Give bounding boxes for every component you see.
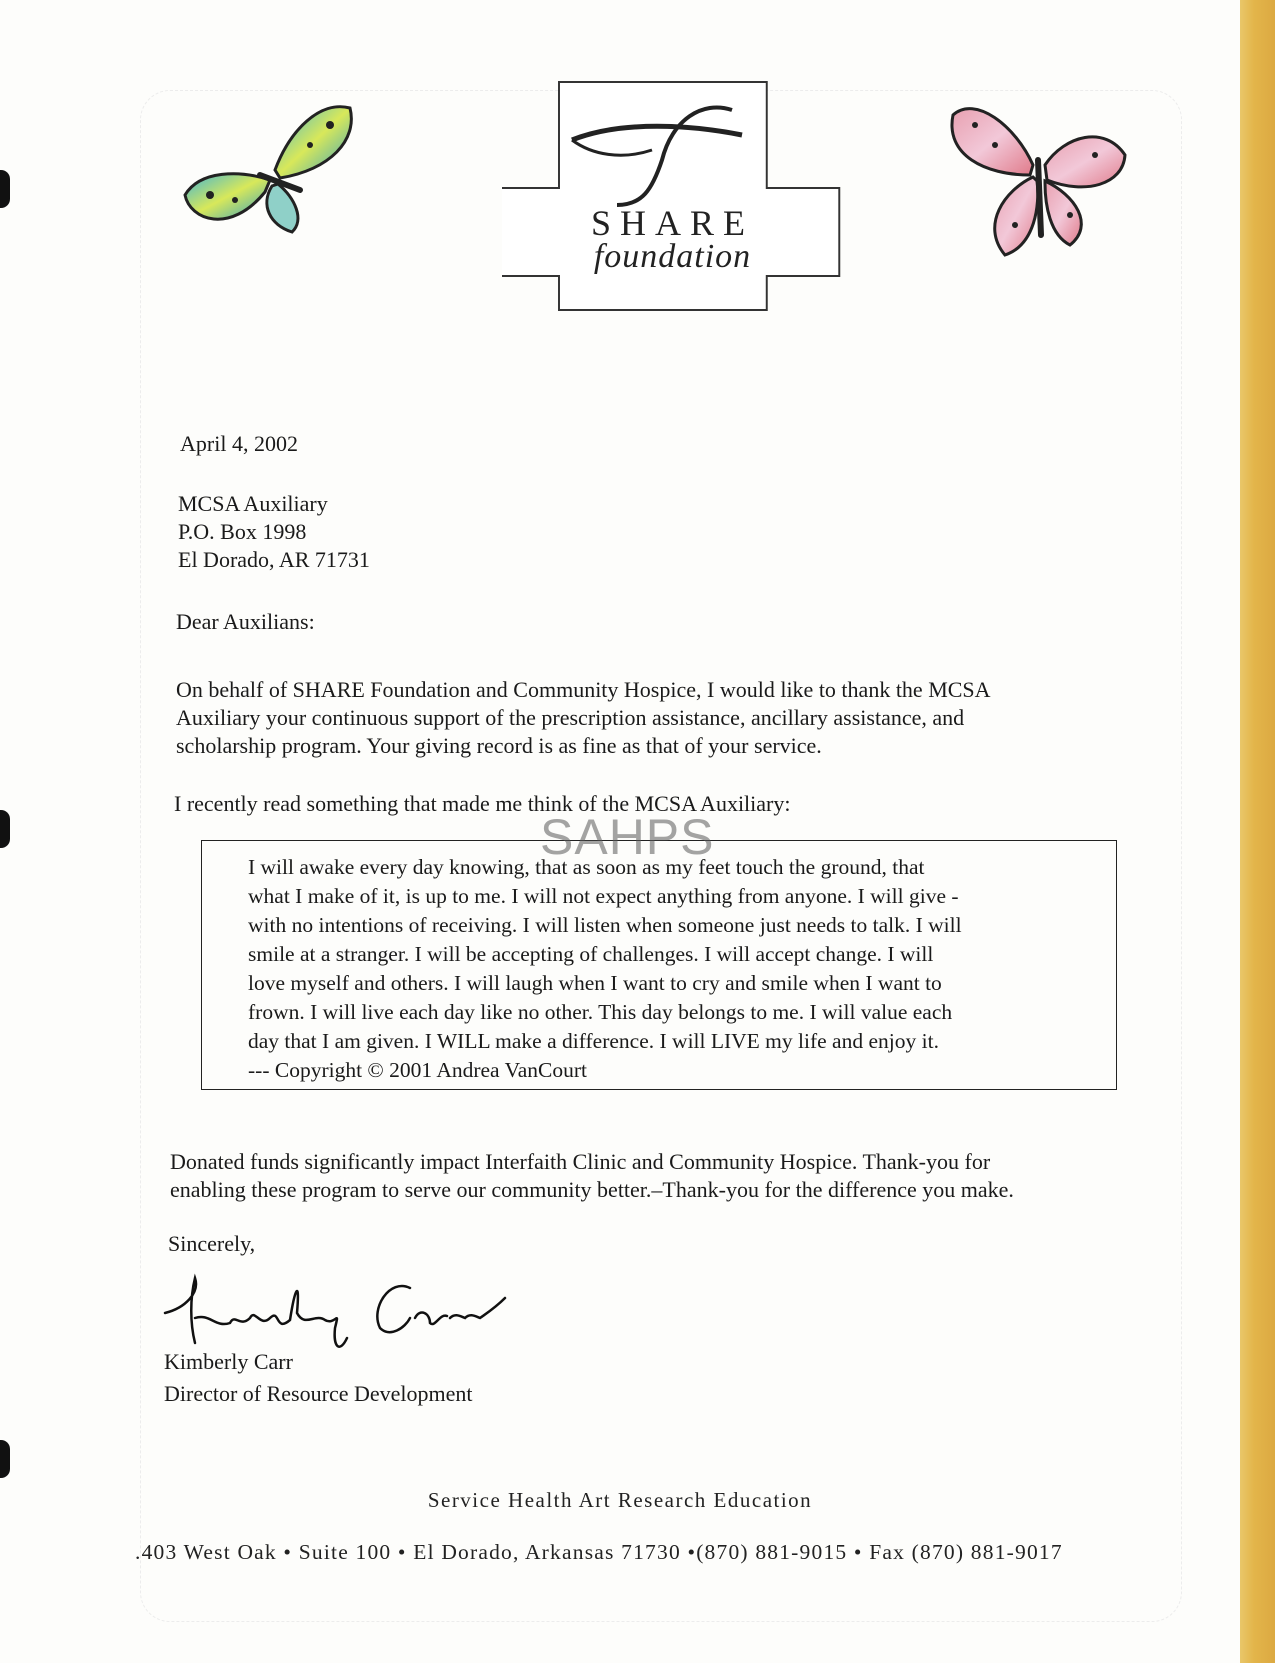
paragraph-line: scholarship program. Your giving record is as fine as that of your service. — [176, 733, 822, 758]
logo-foundation-text: foundation — [593, 238, 752, 275]
recipient-line: MCSA Auxiliary — [178, 491, 328, 516]
salutation: Dear Auxilians: — [176, 609, 315, 634]
paragraph-line: Auxiliary your continuous support of the prescription assistance, ancillary assistance, and — [176, 705, 965, 730]
quote-line: love myself and others. I will laugh when I want to cry and smile when I want to — [248, 971, 942, 995]
punch-hole — [0, 1440, 10, 1478]
paragraph-line: enabling these program to serve our community better.–Thank-you for the difference you make. — [170, 1177, 1014, 1202]
quote-line: what I make of it, is up to me. I will not expect anything from anyone. I will give - — [248, 884, 959, 908]
binder-edge — [1240, 0, 1275, 1663]
share-foundation-logo — [502, 80, 842, 312]
footer-address: .403 West Oak • Suite 100 • El Dorado, Arkansas 71730 •(870) 881-9015 • Fax (870) 881-9017 — [135, 1540, 1063, 1564]
logo-share-text: SHARE — [590, 203, 755, 243]
signer-title: Director of Resource Development — [164, 1381, 473, 1406]
quote-line: smile at a stranger. I will be accepting of challenges. I will accept change. I will — [248, 942, 934, 966]
quote-attribution: --- Copyright © 2001 Andrea VanCourt — [248, 1058, 587, 1082]
quote-line: frown. I will live each day like no other. This day belongs to me. I will value each — [248, 1000, 953, 1024]
paragraph-line: Donated funds significantly impact Interfaith Clinic and Community Hospice. Thank-you for — [170, 1149, 991, 1174]
recipient-line: P.O. Box 1998 — [178, 519, 307, 544]
closing: Sincerely, — [168, 1231, 256, 1256]
punch-hole — [0, 170, 10, 208]
paragraph-line: I recently read something that made me think of the MCSA Auxiliary: — [174, 791, 791, 816]
recipient-line: El Dorado, AR 71731 — [178, 547, 370, 572]
butterfly-left-icon — [180, 100, 360, 255]
watermark: SAHPS — [540, 809, 715, 865]
letter-date: April 4, 2002 — [180, 431, 298, 456]
punch-hole — [0, 810, 10, 848]
quote-line: I will awake every day knowing, that as soon as my feet touch the ground, that — [248, 855, 925, 879]
quote-line: day that I am given. I WILL make a difference. I will LIVE my life and enjoy it. — [248, 1029, 939, 1053]
paragraph-line: On behalf of SHARE Foundation and Community Hospice, I would like to thank the MCSA — [176, 677, 991, 702]
quote-line: with no intentions of receiving. I will listen when someone just needs to talk. I will — [248, 913, 962, 937]
quote-box — [201, 840, 1117, 1090]
butterfly-right-icon — [945, 95, 1130, 270]
signer-name: Kimberly Carr — [164, 1349, 293, 1374]
footer-tagline: Service Health Art Research Education — [427, 1488, 813, 1512]
